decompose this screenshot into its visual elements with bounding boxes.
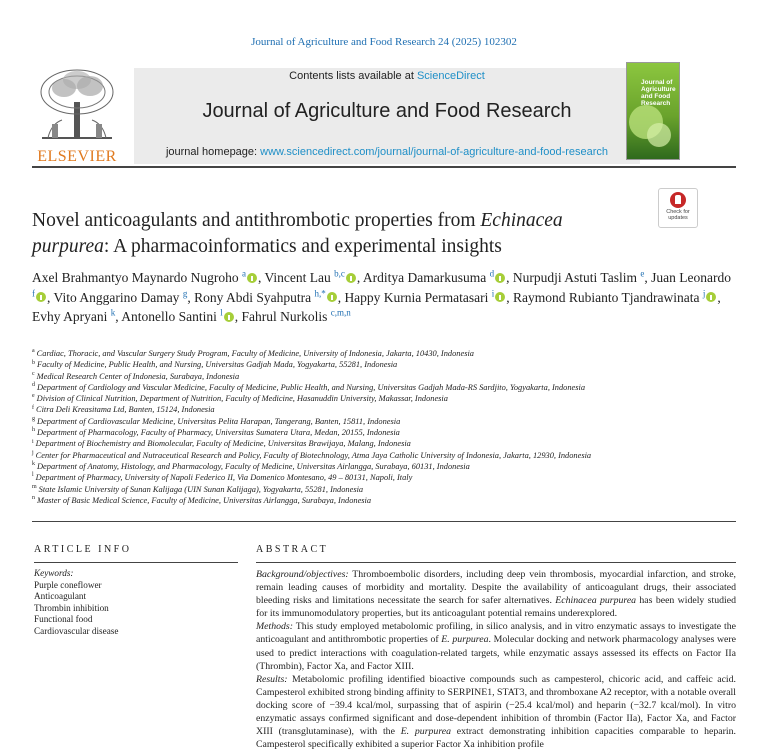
- keyword-item: Purple coneflower: [34, 579, 102, 590]
- affiliation-text: Medical Research Center of Indonesia, Surabaya, Indonesia: [36, 371, 240, 381]
- affiliation-key: m: [32, 483, 37, 490]
- keywords-block: [34, 568, 238, 638]
- elsevier-logo[interactable]: [32, 68, 122, 164]
- author-separator: ,: [115, 309, 119, 324]
- keyword-item: Cardiovascular disease: [34, 625, 119, 636]
- title-part-1: Novel anticoagulants and antithrombotic properties from: [32, 210, 481, 231]
- affiliation-key: l: [32, 472, 34, 479]
- author-name[interactable]: Arditya Damarkusuma: [362, 270, 487, 285]
- background-text-2: has been widely studied for its immunomodulatory properties, but its anticoagulant potential remains underexplored.: [256, 595, 736, 620]
- background-italic: Echinacea purpurea: [555, 595, 637, 607]
- affiliation-item: [32, 438, 736, 449]
- author[interactable]: [32, 270, 261, 285]
- author-name[interactable]: Juan Leonardo: [651, 270, 731, 285]
- cover-line-1: Journal of: [641, 79, 673, 86]
- title-part-2: : A pharmacoinformatics and experimental insights: [103, 236, 502, 257]
- results-text-1: Metabolomic profiling identified bioactive compounds such as campesterol, chicoric acid, and caffeic acid. Campesterol exhibited strong binding affinity to SERPINE1, STAT3, and thromboxane A2 receptor, with a notable overall docking score of −39.4 kcal/mol, surpassing that of aspirin (−25.4 kcal/mol) and heparin (−32.7 kcal/mol). In vitro enzymatic assays confirmed significant and dose-dependent inhibition of thrombin (Factor IIa), Factor Xa, and Factor XIII (transglutaminase), with the: [256, 673, 736, 738]
- author-list: [32, 268, 736, 327]
- affiliation-text: Faculty of Medicine, Public Health, and Nursing, Universitas Gadjah Mada, Yogyakarta, 55281, Indonesia: [37, 360, 398, 370]
- author-name[interactable]: Antonello Santini: [121, 309, 217, 324]
- author-affiliation-marker[interactable]: c,m,n: [330, 307, 351, 318]
- author[interactable]: [194, 290, 341, 305]
- homepage-link[interactable]: www.sciencedirect.com/journal/journal-of-agriculture-and-food-research: [260, 146, 609, 158]
- author-separator: ,: [47, 289, 51, 305]
- affiliation-item: [32, 472, 736, 483]
- abstract-rule: [256, 562, 736, 563]
- header-divider: [32, 166, 736, 168]
- affiliation-text: Center for Pharmaceutical and Nutraceutical Research and Policy, Faculty of Biotechnology, Atma Jaya Catholic University of Indonesia, Jakarta, 12930, Indonesia: [35, 450, 592, 460]
- sciencedirect-link[interactable]: ScienceDirect: [416, 70, 485, 82]
- keyword-item: Functional food: [34, 614, 93, 625]
- article-info-heading: ARTICLE INFO: [34, 544, 132, 555]
- abstract-results: [256, 673, 736, 750]
- abstract-background: [256, 568, 736, 620]
- keywords-label: Keywords:: [34, 568, 74, 578]
- author[interactable]: [513, 290, 721, 305]
- affiliation-item: [32, 359, 736, 370]
- section-divider: [32, 521, 736, 522]
- affiliation-item: [32, 484, 736, 495]
- journal-title: Journal of Agriculture and Food Research: [202, 100, 572, 122]
- journal-header: [32, 62, 702, 165]
- author-affiliation-marker[interactable]: j: [702, 288, 706, 298]
- author[interactable]: [121, 309, 238, 324]
- author[interactable]: [344, 290, 509, 305]
- author-name[interactable]: Vito Anggarino Damay: [53, 289, 180, 305]
- affiliation-key: h: [32, 427, 35, 434]
- homepage-line: [134, 146, 640, 158]
- author-name[interactable]: Axel Brahmantyo Maynardo Nugroho: [32, 270, 239, 285]
- affiliation-key: g: [32, 415, 35, 422]
- author-affiliation-marker[interactable]: h,*: [314, 288, 326, 298]
- orcid-icon[interactable]: [327, 292, 337, 302]
- author[interactable]: [242, 309, 351, 324]
- affiliation-key: f: [32, 404, 34, 411]
- check-for-updates-button[interactable]: [658, 188, 698, 228]
- author[interactable]: [363, 270, 510, 285]
- affiliation-item: [32, 404, 736, 415]
- author-separator: ,: [717, 289, 721, 305]
- orcid-icon[interactable]: [495, 273, 505, 283]
- background-label: Background/objectives:: [256, 569, 349, 580]
- cover-line-3: and Food: [641, 93, 671, 100]
- author-affiliation-marker[interactable]: i: [491, 288, 495, 298]
- journal-cover-thumbnail[interactable]: [626, 62, 680, 160]
- author-affiliation-marker[interactable]: b,c: [334, 268, 345, 279]
- author-affiliation-marker[interactable]: e: [640, 268, 645, 279]
- contents-prefix: Contents lists available at: [289, 70, 417, 82]
- affiliation-key: n: [32, 495, 35, 502]
- author[interactable]: [32, 309, 119, 324]
- affiliation-item: [32, 461, 736, 472]
- author-separator: ,: [506, 289, 510, 305]
- affiliation-key: k: [32, 461, 35, 468]
- affiliation-item: [32, 371, 736, 382]
- orcid-icon[interactable]: [36, 292, 46, 302]
- author-name[interactable]: Vincent Lau: [264, 270, 331, 285]
- affiliation-item: [32, 382, 736, 393]
- author-name[interactable]: Nurpudji Astuti Taslim: [512, 270, 637, 285]
- affiliation-item: [32, 393, 736, 404]
- author-separator: ,: [644, 270, 648, 285]
- author-name[interactable]: Evhy Apryani: [32, 309, 108, 324]
- cover-line-2: Agriculture: [641, 86, 676, 93]
- author-name[interactable]: Raymond Rubianto Tjandrawinata: [513, 289, 700, 305]
- author-affiliation-marker[interactable]: a: [241, 268, 246, 279]
- affiliation-item: [32, 450, 736, 461]
- affiliation-text: Department of Pharmacology, Faculty of Pharmacy, Universitas Sumatera Utara, Medan, 20155, Indonesia: [37, 428, 400, 438]
- affiliation-text: Department of Pharmacy, University of Napoli Federico II, Via Domenico Montesano, 49 – 80131, Napoli, Italy: [35, 473, 413, 483]
- author[interactable]: [513, 270, 648, 285]
- contents-line: [134, 70, 640, 82]
- author-separator: ,: [337, 289, 342, 305]
- methods-italic: E. purpurea: [441, 634, 489, 646]
- article-info-rule: [34, 562, 238, 563]
- author[interactable]: [264, 270, 360, 285]
- article-title: [32, 208, 642, 260]
- homepage-prefix: journal homepage:: [165, 146, 261, 158]
- affiliation-text: Citra Deli Kreasitama Ltd, Banten, 15124, Indonesia: [36, 405, 215, 415]
- affiliation-key: b: [32, 359, 35, 366]
- author-affiliation-marker[interactable]: f: [32, 288, 35, 298]
- elsevier-tree-icon: [34, 68, 120, 144]
- affiliation-key: d: [32, 382, 35, 389]
- results-text-2: extract demonstrating inhibition capacities comparable to heparin. Campesterol specifically exhibited a superior Factor Xa inhibition profile: [256, 726, 736, 750]
- affiliation-item: [32, 495, 736, 506]
- affiliation-text: Department of Cardiovascular Medicine, Universitas Pelita Harapan, Tangerang, Banten, 15811, Indonesia: [37, 416, 401, 426]
- affiliation-text: Master of Basic Medical Science, Faculty of Medicine, Universitas Airlangga, Surabaya, Indonesia: [37, 495, 372, 505]
- orcid-icon[interactable]: [224, 312, 234, 322]
- background-text-1: Thromboembolic disorders, including deep vein thrombosis, myocardial infarction, and stroke, remain leading causes of morbidity and mortality. Despite the availability of anticoagulant drugs, their associated bleeding risks and limitations necessitate the search for safer alternatives.: [256, 569, 736, 607]
- affiliation-text: Department of Anatomy, Histology, and Pharmacology, Faculty of Medicine, Universitas Airlangga, Surabaya, 60131, Indonesia: [37, 461, 470, 471]
- abstract-heading: ABSTRACT: [256, 544, 329, 555]
- cover-decoration-small: [647, 123, 671, 147]
- orcid-icon[interactable]: [346, 273, 356, 283]
- affiliation-item: [32, 416, 736, 427]
- keyword-item: Thrombin inhibition: [34, 602, 109, 613]
- affiliation-key: j: [32, 449, 34, 456]
- title-italic: Echinacea purpurea: [32, 210, 563, 257]
- author-name[interactable]: Happy Kurnia Permatasari: [344, 289, 489, 305]
- author-affiliation-marker[interactable]: g: [182, 288, 188, 298]
- keyword-item: Anticoagulant: [34, 591, 87, 602]
- orcid-icon[interactable]: [706, 292, 716, 302]
- methods-text-2: . Molecular docking and network pharmacology analyses were used to predict interactions with coagulation-related targets, while enzymatic assays assessed its effects on Factor IIa (Thrombin), Factor Xa, and Factor XIII.: [256, 634, 736, 672]
- affiliation-text: Department of Cardiology and Vascular Medicine, Faculty of Medicine, Public Health, and Nursing, Universitas Gadjah Mada-RS Sardjito, Yogyakarta, Indonesia: [37, 382, 586, 392]
- cover-line-4: Research: [641, 100, 671, 107]
- author[interactable]: [54, 290, 191, 305]
- crossmark-icon: [670, 192, 686, 208]
- abstract-methods: [256, 620, 736, 672]
- author-separator: ,: [257, 270, 262, 285]
- affiliation-list: [32, 348, 736, 506]
- cover-title: [641, 79, 676, 107]
- affiliation-text: Cardiac, Thoracic, and Vascular Surgery Study Program, Faculty of Medicine, University of Indonesia, Jakarta, 10430, Indonesia: [36, 349, 474, 358]
- orcid-icon[interactable]: [247, 273, 257, 283]
- affiliation-text: Division of Clinical Nutrition, Department of Nutrition, Faculty of Medicine, Hasanuddin University, Makassar, Indonesia: [36, 394, 448, 404]
- methods-text-1: This study employed metabolomic profiling, in silico analysis, and in vitro enzymatic assays to investigate the anticoagulant and antithrombotic properties of: [256, 621, 736, 646]
- methods-label: Methods:: [256, 621, 294, 633]
- orcid-icon[interactable]: [495, 292, 505, 302]
- author-affiliation-marker[interactable]: k: [110, 307, 116, 318]
- author-affiliation-marker[interactable]: l: [220, 307, 223, 318]
- affiliation-item: [32, 348, 736, 359]
- results-label: Results:: [256, 673, 288, 685]
- check-updates-line-2: updates: [668, 215, 688, 221]
- journal-reference[interactable]: Journal of Agriculture and Food Research 24 (2025) 102302: [251, 36, 517, 48]
- author-separator: ,: [187, 289, 191, 305]
- abstract-body: [256, 568, 736, 750]
- author-separator: ,: [356, 270, 361, 285]
- author-name[interactable]: Fahrul Nurkolis: [241, 309, 328, 324]
- author-separator: ,: [506, 270, 510, 285]
- journal-header-box: [134, 68, 640, 164]
- author-separator: ,: [234, 309, 239, 324]
- affiliation-key: c: [32, 370, 35, 377]
- affiliation-text: State Islamic University of Sunan Kalijaga (UIN Sunan Kalijaga), Yogyakarta, 55281, Indonesia: [38, 484, 364, 494]
- affiliation-item: [32, 427, 736, 438]
- check-updates-line-1: Check for: [666, 209, 690, 215]
- results-italic: E. purpurea: [400, 726, 452, 738]
- affiliation-text: Department of Biochemistry and Biomolecular, Faculty of Medicine, Universitas Brawijaya, Malang, Indonesia: [35, 439, 411, 449]
- author-affiliation-marker[interactable]: d: [489, 268, 495, 279]
- affiliation-key: a: [32, 348, 35, 355]
- affiliation-key: e: [32, 393, 35, 400]
- affiliation-key: i: [32, 438, 34, 445]
- elsevier-wordmark: ELSEVIER: [37, 148, 117, 165]
- author-name[interactable]: Rony Abdi Syahputra: [194, 289, 312, 305]
